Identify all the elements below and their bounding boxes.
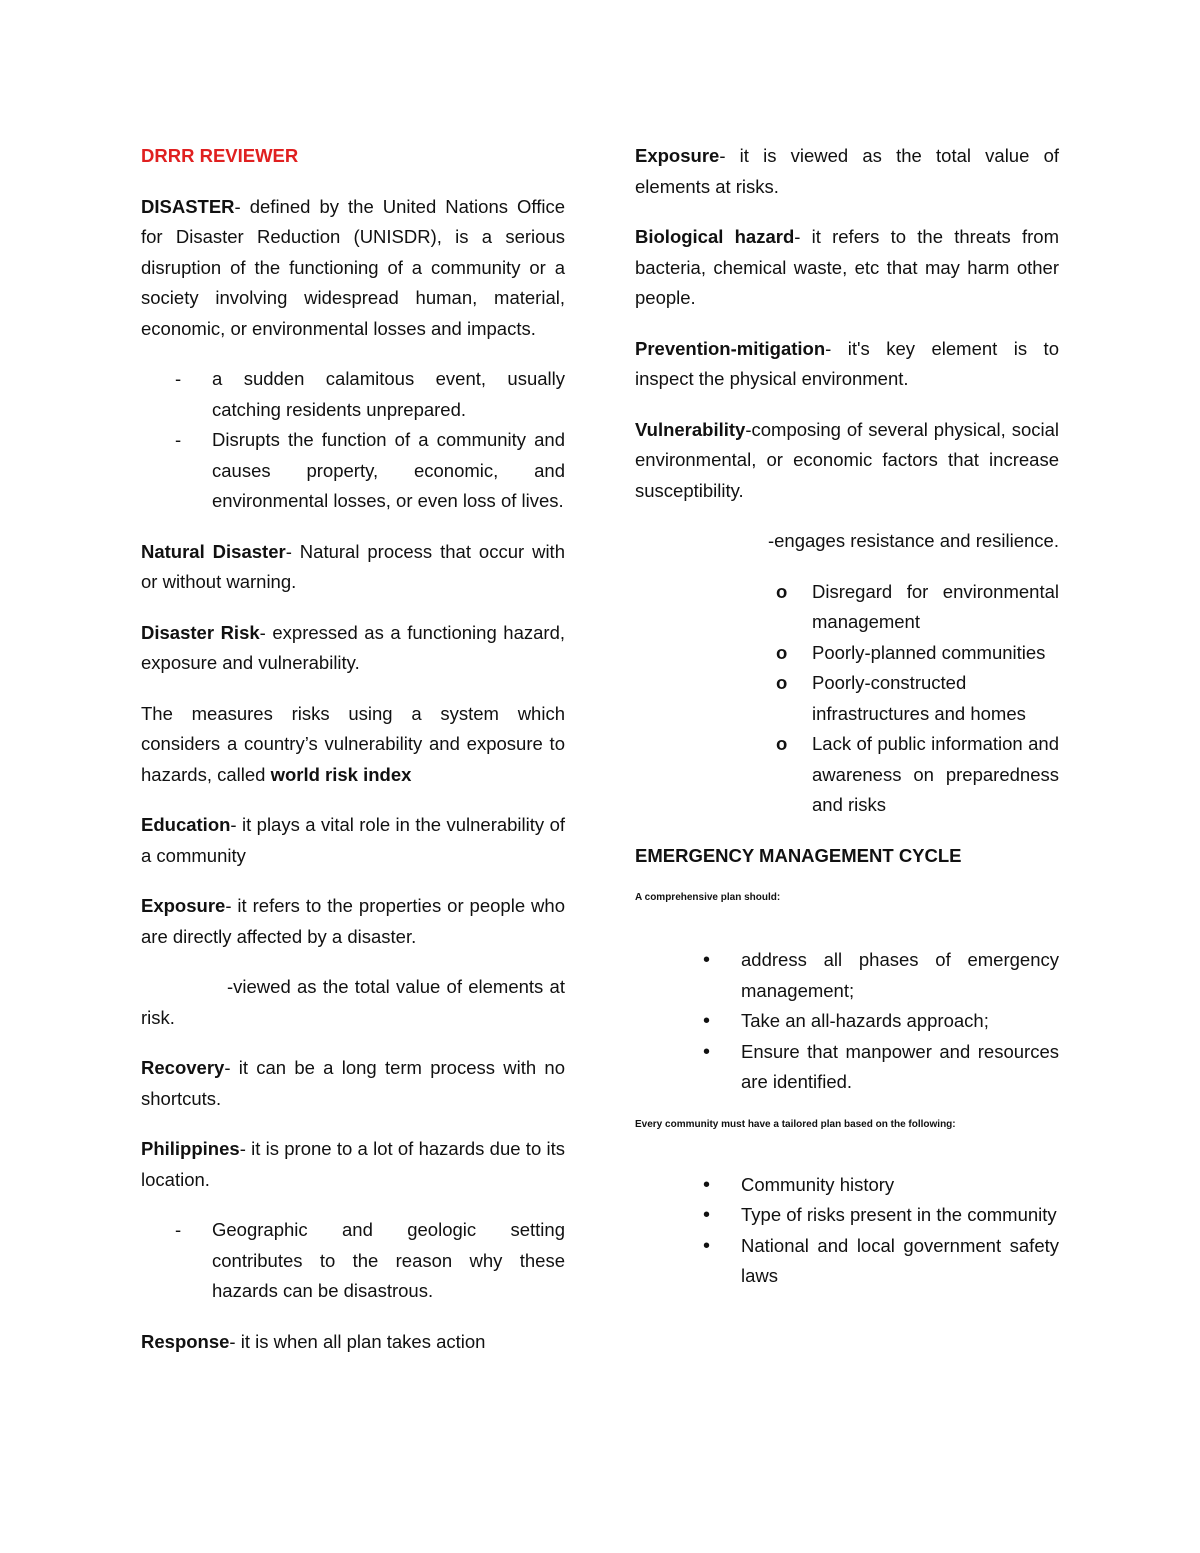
bullet-marker: • bbox=[703, 1234, 711, 1257]
education-definition: Education- it plays a vital role in the vulnerability of a community bbox=[141, 814, 565, 866]
circle-marker: o bbox=[776, 733, 788, 754]
bullet-marker: • bbox=[703, 1204, 711, 1226]
list-item: • address all phases of emergency management; bbox=[635, 945, 1059, 1006]
tailored-items bbox=[635, 1170, 1059, 1292]
natural-disaster-definition: Natural Disaster- Natural process that occur with or without warning. bbox=[141, 540, 565, 592]
response-definition: Response- it is when all plan takes action bbox=[141, 1330, 486, 1352]
list-item: - Disrupts the function of a community and causes property, economic, and environmental losses, or even loss of lives. bbox=[141, 425, 565, 517]
prevention-mitigation-definition: Prevention-mitigation- it's key element is to inspect the physical environment. bbox=[635, 337, 1059, 389]
list-item: • Community history bbox=[635, 1170, 1059, 1201]
vulnerability-note: -engages resistance and resilience. bbox=[767, 530, 1059, 551]
document-title: DRRR REVIEWER bbox=[141, 145, 299, 166]
disaster-risk-definition: Disaster Risk- expressed as a functioning hazard, exposure and vulnerability. bbox=[141, 621, 565, 673]
exposure-definition: Exposure- it refers to the properties or people who are directly affected by a disaster. bbox=[141, 895, 565, 947]
plan-items bbox=[635, 945, 1059, 1098]
circle-marker: o bbox=[776, 672, 788, 693]
list-item: • Ensure that manpower and resources are identified. bbox=[635, 1037, 1059, 1098]
circle-marker: o bbox=[776, 641, 788, 663]
bullet-marker: • bbox=[703, 1040, 711, 1063]
vulnerability-definition: Vulnerability-composing of several physical, social environmental, or economic factors that increase susceptibility. bbox=[635, 418, 1059, 501]
disaster-points bbox=[141, 364, 565, 517]
left-column bbox=[141, 141, 565, 1377]
bullet-marker: • bbox=[703, 949, 711, 971]
list-item: o Poorly-planned communities bbox=[635, 638, 1059, 669]
list-item: o Disregard for environmental management bbox=[635, 577, 1059, 638]
emc-heading: EMERGENCY MANAGEMENT CYCLE bbox=[635, 844, 962, 866]
exposure-definition-right: Exposure- it is viewed as the total value of elements at risks. bbox=[635, 145, 1059, 197]
dash-marker: - bbox=[175, 429, 182, 450]
list-item: - a sudden calamitous event, usually catching residents unprepared. bbox=[141, 364, 565, 425]
list-item: • Take an all-hazards approach; bbox=[635, 1006, 1059, 1037]
term-disaster: DISASTER bbox=[141, 195, 235, 217]
exposure-note: -viewed as the total value of elements at risk. bbox=[141, 976, 565, 1028]
vulnerability-factors bbox=[635, 577, 1059, 821]
right-column bbox=[635, 141, 1059, 1312]
list-item: o Lack of public information and awareness on preparedness and risks bbox=[635, 729, 1059, 821]
list-item: • Type of risks present in the community bbox=[635, 1200, 1059, 1231]
recovery-definition: Recovery- it can be a long term process with no shortcuts. bbox=[141, 1057, 565, 1109]
circle-marker: o bbox=[776, 580, 788, 602]
tailored-plan-label: Every community must have a tailored plan based on the following: bbox=[635, 1118, 956, 1130]
dash-marker: - bbox=[175, 368, 182, 389]
world-risk-index-paragraph: The measures risks using a system which considers a country’s vulnerability and exposure to hazards, called world risk index bbox=[141, 702, 565, 785]
philippines-points bbox=[141, 1215, 565, 1307]
list-item: - Geographic and geologic setting contributes to the reason why these hazards can be disastrous. bbox=[141, 1215, 565, 1307]
plan-label: A comprehensive plan should: bbox=[635, 892, 781, 903]
dash-marker: - bbox=[175, 1219, 182, 1240]
disaster-definition: DISASTER- defined by the United Nations Office for Disaster Reduction (UNISDR), is a serious disruption of the functioning of a community or a society involving widespread human, material, economic, or environmental losses and impacts. bbox=[141, 195, 565, 339]
list-item: • National and local government safety laws bbox=[635, 1231, 1059, 1292]
philippines-definition: Philippines- it is prone to a lot of hazards due to its location. bbox=[141, 1138, 565, 1190]
bullet-marker: • bbox=[703, 1010, 711, 1032]
bullet-marker: • bbox=[703, 1173, 711, 1196]
biological-hazard-definition: Biological hazard- it refers to the threats from bacteria, chemical waste, etc that may harm other people. bbox=[635, 226, 1059, 308]
list-item: o Poorly-constructed infrastructures and homes bbox=[635, 668, 1059, 729]
